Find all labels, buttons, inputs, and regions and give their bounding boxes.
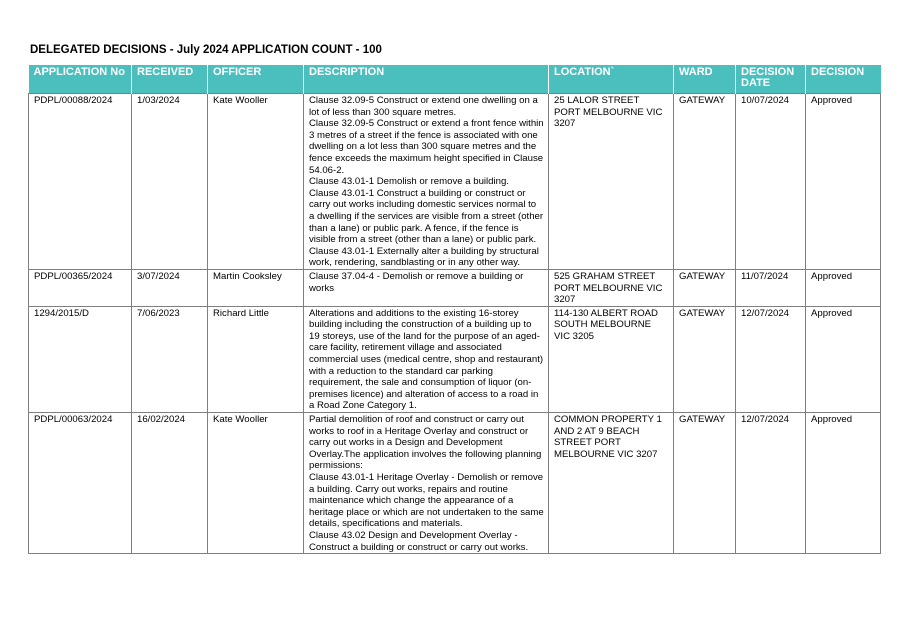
column-header-received: RECEIVED: [132, 65, 208, 94]
application-no-cell: 1294/2015/D: [29, 306, 132, 412]
description-line: Clause 43.01-1 Heritage Overlay - Demolish or remove a building. Carry out works, repairs and routine maintenance which change the appearance of a heritage place or which are not undertaken to the same details, specifications and materials.: [309, 472, 547, 530]
description-line: Alterations and additions to the existing 16-storey building including the construction of a building up to 19 storeys, use of the land for the purpose of an aged-care facility, retirement village and associated commercial uses (medical centre, shop and restaurant) with a reduction to the standard car parking requirement, the sale and consumption of liquor (on-premises licence) and alteration of access to a road in a Road Zone Category 1.: [309, 307, 546, 412]
location-line: PORT MELBOURNE VIC 3207: [554, 106, 666, 130]
location-line: VIC 3205: [554, 330, 595, 342]
ward-cell: GATEWAY: [674, 306, 736, 412]
officer-cell: Kate Wooller: [208, 94, 304, 270]
ward-cell: GATEWAY: [674, 413, 736, 554]
location-cell: [549, 94, 674, 270]
application-no-cell: PDPL/00063/2024: [29, 413, 132, 554]
description-line: Clause 43.02 Design and Development Overlay - Construct a building or construct or carry out works.: [309, 529, 529, 553]
description-cell: [304, 413, 549, 554]
officer-cell: Richard Little: [208, 306, 304, 412]
description-line: Clause 32.09-5 Construct or extend one dwelling on a lot of less than 300 square metres.: [309, 95, 541, 118]
description-line: Clause 32.09-5 Construct or extend a front fence within 3 metres of a street if the fence is associated with one dwelling on a lot less than 300 square metres and the fence exceeds the maximum height specified in Clause 54.06-2.: [309, 118, 547, 176]
location-line: MELBOURNE VIC 3207: [554, 448, 658, 460]
description-line: Clause 37.04-4 - Demolish or remove a building or works: [309, 270, 527, 294]
column-header-ward: WARD: [674, 65, 736, 94]
ward-cell: GATEWAY: [674, 269, 736, 306]
ward-cell: GATEWAY: [674, 94, 736, 270]
decision-cell: Approved: [806, 413, 881, 554]
table-row: [29, 269, 881, 306]
application-no-cell: PDPL/00088/2024: [29, 94, 132, 270]
location-cell: [549, 269, 674, 306]
location-line: 525 GRAHAM STREET: [554, 270, 656, 282]
decision-cell: Approved: [806, 94, 881, 270]
received-cell: 7/06/2023: [132, 306, 208, 412]
table-row: [29, 94, 881, 270]
description-line: Partial demolition of roof and construct or carry out works to roof in a Heritage Overlay and construct or carry out works in a Design and Development Overlay.The application involves the following planning permissions:: [309, 414, 545, 472]
location-line: 25 LALOR STREET: [554, 95, 640, 106]
location-line: COMMON PROPERTY 1: [554, 414, 662, 426]
location-cell: [549, 306, 674, 412]
decision-cell: Approved: [806, 269, 881, 306]
description-line: Clause 43.01-1 Demolish or remove a building.: [309, 176, 509, 188]
table-row: [29, 413, 881, 554]
decision-cell: Approved: [806, 306, 881, 412]
received-cell: 1/03/2024: [132, 94, 208, 270]
decision-date-cell: 10/07/2024: [736, 94, 806, 270]
decision-date-cell: 12/07/2024: [736, 306, 806, 412]
description-line: Clause 43.01-1 Externally alter a building by structural work, rendering, sandblasting or in any other way.: [309, 245, 542, 269]
received-cell: 16/02/2024: [132, 413, 208, 554]
location-line: SOUTH MELBOURNE: [554, 319, 652, 331]
column-header-location: LOCATION`: [549, 65, 674, 94]
description-cell: [304, 269, 549, 306]
page-title: DELEGATED DECISIONS - July 2024 APPLICATION COUNT - 100: [30, 44, 382, 56]
description-cell: [304, 94, 549, 270]
location-line: AND 2 AT 9 BEACH: [554, 425, 640, 437]
location-line: PORT MELBOURNE VIC 3207: [554, 282, 666, 306]
description-line: Clause 43.01-1 Construct a building or construct or carry out works including domestic services normal to a dwelling if the services are visible from a street (other than a lane) or public park. A fence, if the fence is visible from a street (other than a lane) or public park.: [309, 187, 546, 246]
column-header-description: DESCRIPTION: [304, 65, 549, 94]
table-row: [29, 306, 881, 412]
column-header-decision-date: DECISION DATE: [736, 65, 806, 94]
location-line: STREET PORT: [554, 437, 621, 449]
location-line: 114-130 ALBERT ROAD: [554, 307, 658, 319]
table-header-row: [29, 65, 881, 94]
location-cell: [549, 413, 674, 554]
application-no-cell: PDPL/00365/2024: [29, 269, 132, 306]
column-header-application-no: APPLICATION No: [29, 65, 132, 94]
column-header-decision: DECISION: [806, 65, 881, 94]
column-header-officer: OFFICER: [208, 65, 304, 94]
decision-date-cell: 11/07/2024: [736, 269, 806, 306]
received-cell: 3/07/2024: [132, 269, 208, 306]
description-cell: [304, 306, 549, 412]
officer-cell: Kate Wooller: [208, 413, 304, 554]
delegated-decisions-table: [28, 65, 881, 554]
decision-date-cell: 12/07/2024: [736, 413, 806, 554]
officer-cell: Martin Cooksley: [208, 269, 304, 306]
